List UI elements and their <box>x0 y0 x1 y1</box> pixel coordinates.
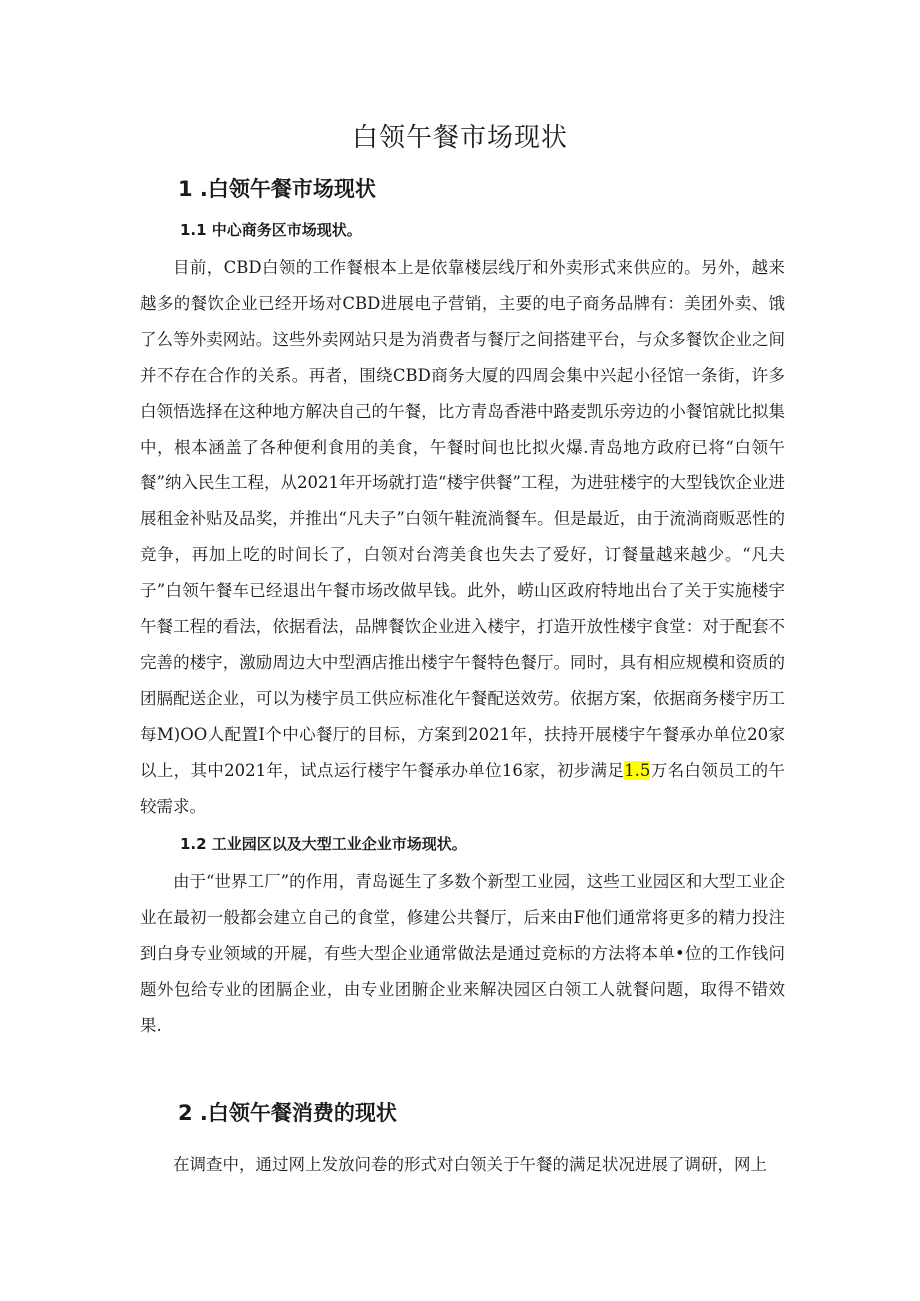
subsection-1-2-heading: 1.2 工业园区以及大型工业企业市场现状。 <box>180 835 467 853</box>
paragraph-consumption-survey: 在调查中，通过网上发放问卷的形式对白领关于午餐的满足状况进展了调研，网上 <box>173 1155 767 1174</box>
paragraph-cbd-main-text: 目前，CBD白领的工作餐根本上是依靠楼层线厅和外卖形式来供应的。另外，越来越多的餐饮企业已经开场对CBD进展电子营销，主要的电子商务品牌有：美团外卖、饿了么等外卖网站。这些外卖网站只是为消费者与餐厅之间搭建平台，与众多餐饮企业之间并不存在合作的关系。再者，围绕CBD商务大厦的四周会集中兴起小径馆一条街，许多白领悟选择在这种地方解决自己的午餐，比方青岛香港中路麦凯乐旁边的小餐馆就比拟集中，根本涵盖了各种便利食用的美食，午餐时间也比拟火爆.青岛地方政府已将“白领午餐”纳入民生工程，从2021年开场就打造“楼宇供餐”工程，为进驻楼宇的大型钱饮企业进展租金补贴及品奖，并推出“凡夫子”白领午鞋流淌餐车。但是最近，由于流淌商贩恶性的竞争，再加上吃的时间长了，白领对台湾美食也失去了爱好，订餐量越来越少。“凡夫子”白领午餐车已经退出午餐市场改做早钱。此外，崂山区政府特地出台了关于实施楼宇午餐工程的看法，依据看法，品牌餐饮企业进入楼宇，打造开放性楼宇食堂：对于配套不完善的楼宇，激励周边大中型酒店推出楼宇午餐特色餐厅。同时，具有相应规模和资质的团膈配送企业，可以为楼宇员工供应标准化午餐配送效劳。依据方案，依据商务楼宇历工每M)OO人配置I个中心餐厅的目标，方案到2021年，扶持开展楼宇午餐承办单位20家以上，其中2021年，试点运行楼宇午餐承办单位16家，初步满足 <box>140 258 785 780</box>
paragraph-industrial-park: 由于“世界工厂”的作用，青岛诞生了多数个新型工业园，这些工业园区和大型工业企业在最初一般都会建立自己的食堂，修建公共餐厅，后来由F他们通常将更多的精力投注到白身专业领域的开屣，有些大型企业通常做法是通过竞标的方法将本单•位的工作钱问题外包给专业的团膈企业，由专业团腑企业来解决园区白领工人就餐问题，取得不错效果. <box>140 872 785 1035</box>
document-title: 白领午餐市场现状 <box>351 123 568 153</box>
paragraph-cbd-market <box>140 250 785 825</box>
highlighted-number: 1.5 <box>624 760 651 780</box>
paragraph-cbd-tail-text: 万名白领员工的午较需求。 <box>140 760 785 816</box>
section-2-heading: 2 .白领午餐消费的现状 <box>178 1101 397 1125</box>
section-1-heading: 1 .白领午餐市场现状 <box>178 177 376 201</box>
subsection-1-1-heading: 1.1 中心商务区市场现状。 <box>180 221 362 239</box>
